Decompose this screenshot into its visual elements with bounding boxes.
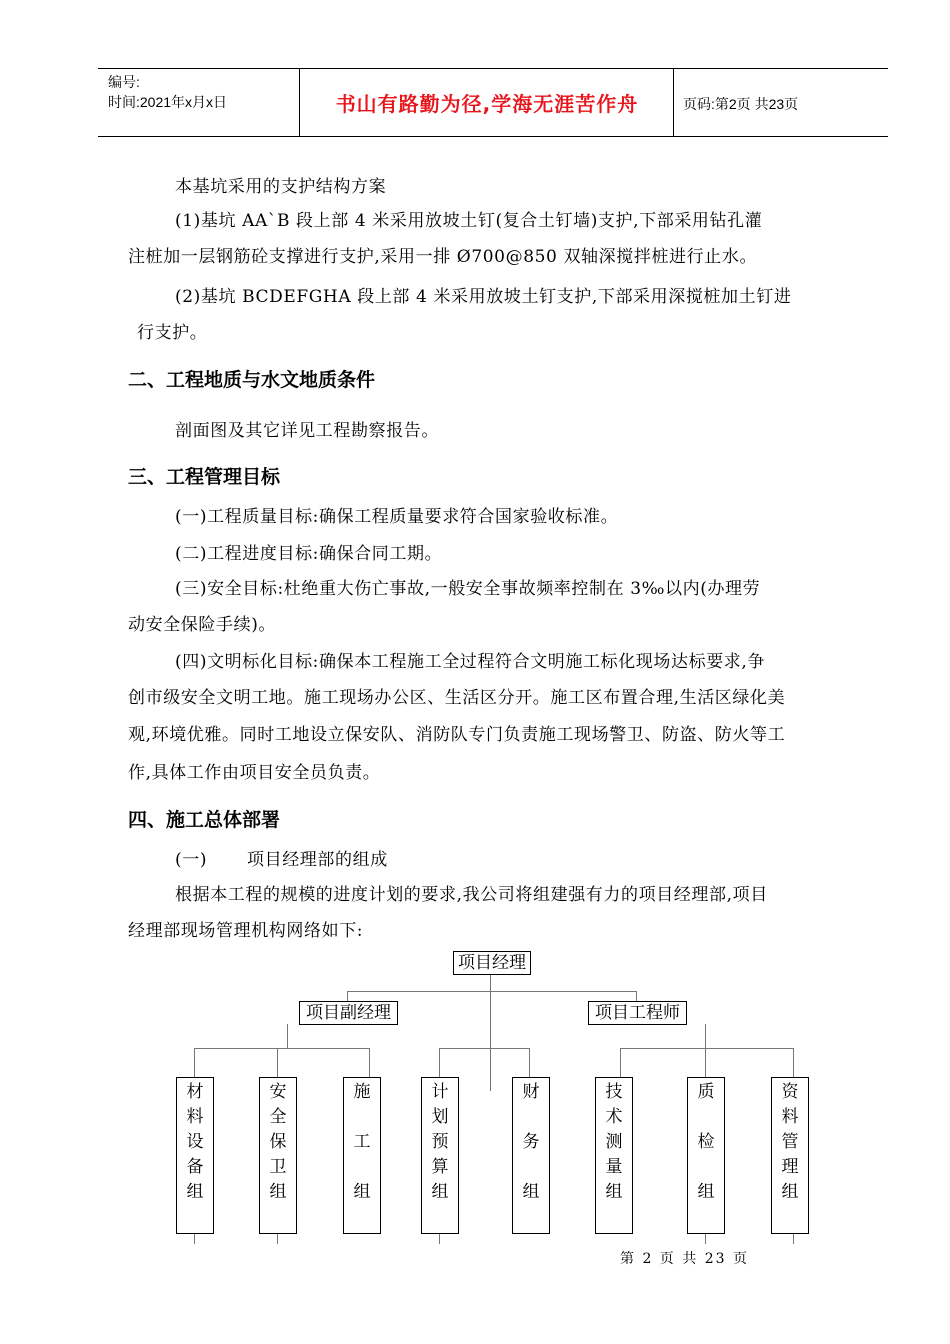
org-group-char: 技 <box>605 1082 623 1102</box>
intro-p1-line2: 注桩加一层钢筋砼支撑进行支护,采用一排 Ø700@850 双轴深搅拌桩进行止水。 <box>128 247 758 267</box>
org-project-manager: 项目经理 <box>453 951 531 975</box>
org-group-char: 备 <box>186 1157 204 1177</box>
goal-civil-line1: (四)文明标化目标:确保本工程施工全过程符合文明施工标化现场达标要求,争 <box>175 652 765 672</box>
org-group-char: 施 <box>353 1082 371 1102</box>
org-group-char: 卫 <box>269 1157 287 1177</box>
org-group-char: 财 <box>522 1082 540 1102</box>
header-top-rule <box>98 68 888 69</box>
goal-civil-line3: 观,环境优雅。同时工地设立保安队、消防队专门负责施工现场警卫、防盗、防火等工 <box>128 725 786 745</box>
org-group-quality <box>687 1077 725 1234</box>
org-deputy-manager: 项目副经理 <box>299 1001 398 1025</box>
org-group-char: 算 <box>431 1157 449 1177</box>
org-group-char: 检 <box>697 1132 715 1152</box>
subsection-number: (一) <box>175 850 208 870</box>
org-group-security <box>259 1077 297 1234</box>
org-group-char: 组 <box>522 1182 540 1202</box>
connector-drop-2 <box>277 1048 278 1078</box>
goal-safety-line1: (三)安全目标:杜绝重大伤亡事故,一般安全事故频率控制在 3‰以内(办理劳 <box>175 579 761 599</box>
connector-top-stem <box>490 975 491 992</box>
subsection-title: 项目经理部的组成 <box>247 850 388 870</box>
org-group-char: 保 <box>269 1132 287 1152</box>
connector-center-trunk <box>490 991 491 1091</box>
goal-civil-line2: 创市级安全文明工地。施工现场办公区、生活区分开。施工区布置合理,生活区绿化美 <box>128 688 786 708</box>
intro-p1-line1: (1)基坑 AA`B 段上部 4 米采用放坡土钉(复合土钉墙)支护,下部采用钻孔灌 <box>175 211 763 231</box>
org-group-char: 组 <box>186 1182 204 1202</box>
org-group-char: 务 <box>522 1132 540 1152</box>
page-footer: 第 2 页 共 23 页 <box>620 1251 749 1267</box>
connector-drop-7 <box>705 1048 706 1078</box>
connector-drop-4 <box>439 1048 440 1078</box>
header-time: 时间:2021年x月x日 <box>108 94 228 110</box>
connector-drop-3 <box>369 1048 370 1078</box>
org-group-char: 组 <box>353 1182 371 1202</box>
org-group-char: 计 <box>431 1082 449 1102</box>
org-group-char: 材 <box>186 1082 204 1102</box>
intro-p2-line1: (2)基坑 BCDEFGHA 段上部 4 米采用放坡土钉支护,下部采用深搅桩加土钉进 <box>175 287 792 307</box>
connector-drop-6 <box>620 1048 621 1078</box>
org-group-char: 资 <box>781 1082 799 1102</box>
org-group-char: 预 <box>431 1132 449 1152</box>
goal-quality: (一)工程质量目标:确保工程质量要求符合国家验收标准。 <box>175 507 619 527</box>
goal-safety-line2: 动安全保险手续)。 <box>128 615 277 635</box>
section2-heading: 二、工程地质与水文地质条件 <box>128 369 376 391</box>
goal-schedule: (二)工程进度目标:确保合同工期。 <box>175 544 443 564</box>
intro-p2-line2: 行支护。 <box>137 323 208 343</box>
goal-civil-line4: 作,具体工作由项目安全员负责。 <box>128 763 381 783</box>
org-group-char: 全 <box>269 1107 287 1127</box>
org-group-char: 料 <box>186 1107 204 1127</box>
org-group-documents <box>771 1077 809 1234</box>
org-group-char: 设 <box>186 1132 204 1152</box>
connector-right-bar <box>620 1048 794 1049</box>
intro-line: 本基坑采用的支护结构方案 <box>175 177 387 197</box>
connector-drop-8 <box>793 1048 794 1078</box>
org-group-char: 管 <box>781 1132 799 1152</box>
org-group-char: 测 <box>605 1132 623 1152</box>
section4-body-line2: 经理部现场管理机构网络如下: <box>128 921 364 941</box>
header-bottom-rule <box>98 136 888 137</box>
connector-deputy-stem <box>287 1024 288 1048</box>
connector-engineer-stem <box>705 1024 706 1048</box>
header-page: 页码:第2页 共23页 <box>683 96 799 112</box>
org-group-char: 组 <box>269 1182 287 1202</box>
org-group-char: 理 <box>781 1157 799 1177</box>
org-group-char: 组 <box>697 1182 715 1202</box>
section4-heading: 四、施工总体部署 <box>128 809 281 831</box>
org-group-finance <box>512 1077 550 1234</box>
header-number: 编号: <box>108 74 140 90</box>
connector-left-bar <box>194 1048 370 1049</box>
org-group-char: 术 <box>605 1107 623 1127</box>
org-group-char: 安 <box>269 1082 287 1102</box>
org-group-materials <box>176 1077 214 1234</box>
org-group-char: 划 <box>431 1107 449 1127</box>
org-group-construction <box>343 1077 381 1234</box>
org-group-char: 组 <box>781 1182 799 1202</box>
connector-drop-5 <box>529 1048 530 1078</box>
connector-drop-1 <box>194 1048 195 1078</box>
section3-heading: 三、工程管理目标 <box>128 466 281 488</box>
org-group-budget <box>421 1077 459 1234</box>
org-group-char: 组 <box>431 1182 449 1202</box>
org-group-char: 组 <box>605 1182 623 1202</box>
header-motto: 书山有路勤为径,学海无涯苦作舟 <box>335 92 639 116</box>
connector-mid-bar <box>439 1048 530 1049</box>
connector-top-bar <box>347 991 637 992</box>
org-group-char: 料 <box>781 1107 799 1127</box>
section2-body: 剖面图及其它详见工程勘察报告。 <box>175 421 439 441</box>
org-group-char: 质 <box>697 1082 715 1102</box>
org-group-char: 量 <box>605 1157 623 1177</box>
section4-body-line1: 根据本工程的规模的进度计划的要求,我公司将组建强有力的项目经理部,项目 <box>175 885 768 905</box>
org-project-engineer: 项目工程师 <box>588 1001 687 1025</box>
org-group-char: 工 <box>353 1132 371 1152</box>
org-group-survey <box>595 1077 633 1234</box>
